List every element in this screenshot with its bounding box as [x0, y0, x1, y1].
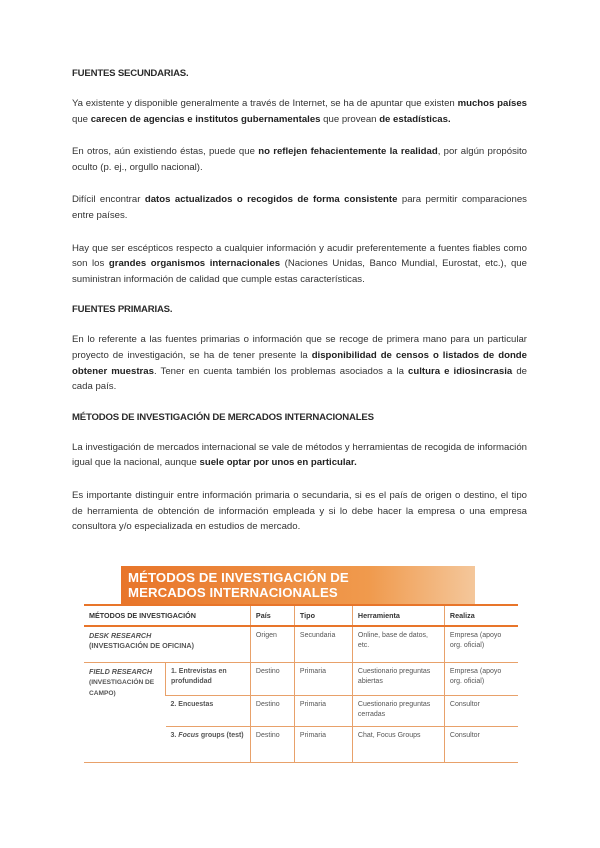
section-title-metodos: MÉTODOS DE INVESTIGACIÓN DE MERCADOS INTERNACIONALES	[72, 411, 374, 423]
field-pais: Destino	[250, 695, 294, 726]
field-pais: Destino	[250, 662, 294, 695]
banner-line-2: MERCADOS INTERNACIONALES	[128, 584, 338, 600]
desk-tipo: Secundaria	[294, 626, 352, 662]
field-tipo: Primaria	[294, 695, 352, 726]
header-tipo: Tipo	[294, 605, 352, 626]
paragraph-1: Ya existente y disponible generalmente a través de Internet, se ha de apuntar que existen muchos países que carecen de agencias e institutos gubernamentales que provean de estadísticas.	[72, 98, 527, 125]
field-realiza: Empresa (apoyo org. oficial)	[444, 662, 518, 695]
methods-table	[84, 604, 518, 763]
table-row	[84, 626, 518, 662]
section-title-primarias: FUENTES PRIMARIAS.	[72, 304, 173, 316]
field-herramienta: Chat, Focus Groups	[352, 726, 444, 762]
paragraph-6: La investigación de mercados internacional se vale de métodos y herramientas de recogida de información igual que la nacional, aunque suele optar por unos en particular.	[72, 441, 527, 469]
desk-research-label: DESK RESEARCH (INVESTIGACIÓN DE OFICINA)	[84, 626, 250, 662]
table-header-row	[84, 605, 518, 626]
header-metodos: MÉTODOS DE INVESTIGACIÓN	[84, 605, 250, 626]
paragraph-4: Hay que ser escépticos respecto a cualquier información y acudir preferentemente a fuentes fiables como son los grandes organismos internacionales (Naciones Unidas, Banco Mundial, Eurostat, etc.), que suministran información de calidad que cumple estas características.	[72, 242, 527, 285]
desk-pais: Origen	[250, 626, 294, 662]
paragraph-7: Es importante distinguir entre información primaria o secundaria, si es el país de origen o destino, el tipo de herramienta de obtención de información empleada y si lo debe hacer la empresa o una empresa consultora y/o especializada en estudios de mercado.	[72, 489, 527, 533]
header-pais: País	[250, 605, 294, 626]
field-herramienta: Cuestionario preguntas cerradas	[352, 695, 444, 726]
paragraph-2: En otros, aún existiendo éstas, puede que no reflejen fehacientemente la realidad, por algún propósito oculto (p. ej., orgullo nacional).	[72, 146, 528, 173]
field-realiza: Consultor	[444, 726, 518, 762]
field-sub-encuestas: 2. Encuestas	[166, 695, 251, 726]
field-sub-entrevistas: 1. Entrevistas en profundidad	[166, 662, 251, 695]
paragraph-5: En lo referente a las fuentes primarias o información que se recoge de primera mano para un particular proyecto de investigación, se ha de tener presente la disponibilidad de censos o listados de donde obtener muestras. Tener en cuenta también los problemas asociados a la cultura e idiosincrasia de cada país.	[72, 334, 528, 393]
field-tipo: Primaria	[294, 662, 352, 695]
header-realiza: Realiza	[444, 605, 518, 626]
table-row	[84, 662, 518, 695]
document-body	[72, 68, 527, 535]
field-research-label: FIELD RESEARCH (INVESTIGACIÓN DE CAMPO)	[84, 662, 166, 762]
field-pais: Destino	[250, 726, 294, 762]
methods-figure	[84, 566, 519, 763]
banner-line-1: MÉTODOS DE INVESTIGACIÓN DE	[128, 570, 349, 585]
desk-realiza: Empresa (apoyo org. oficial)	[444, 626, 518, 662]
field-sub-focus-groups: 3. Focus groups (test)	[166, 726, 251, 762]
field-realiza: Consultor	[444, 695, 518, 726]
paragraph-3: Difícil encontrar datos actualizados o recogidos de forma consistente para permitir comparaciones entre países.	[72, 194, 527, 221]
section-title-secundarias: FUENTES SECUNDARIAS.	[72, 68, 189, 79]
figure-banner	[121, 566, 475, 604]
field-tipo: Primaria	[294, 726, 352, 762]
field-herramienta: Cuestionario preguntas abiertas	[352, 662, 444, 695]
desk-herramienta: Online, base de datos, etc.	[352, 626, 444, 662]
header-herramienta: Herramienta	[352, 605, 444, 626]
